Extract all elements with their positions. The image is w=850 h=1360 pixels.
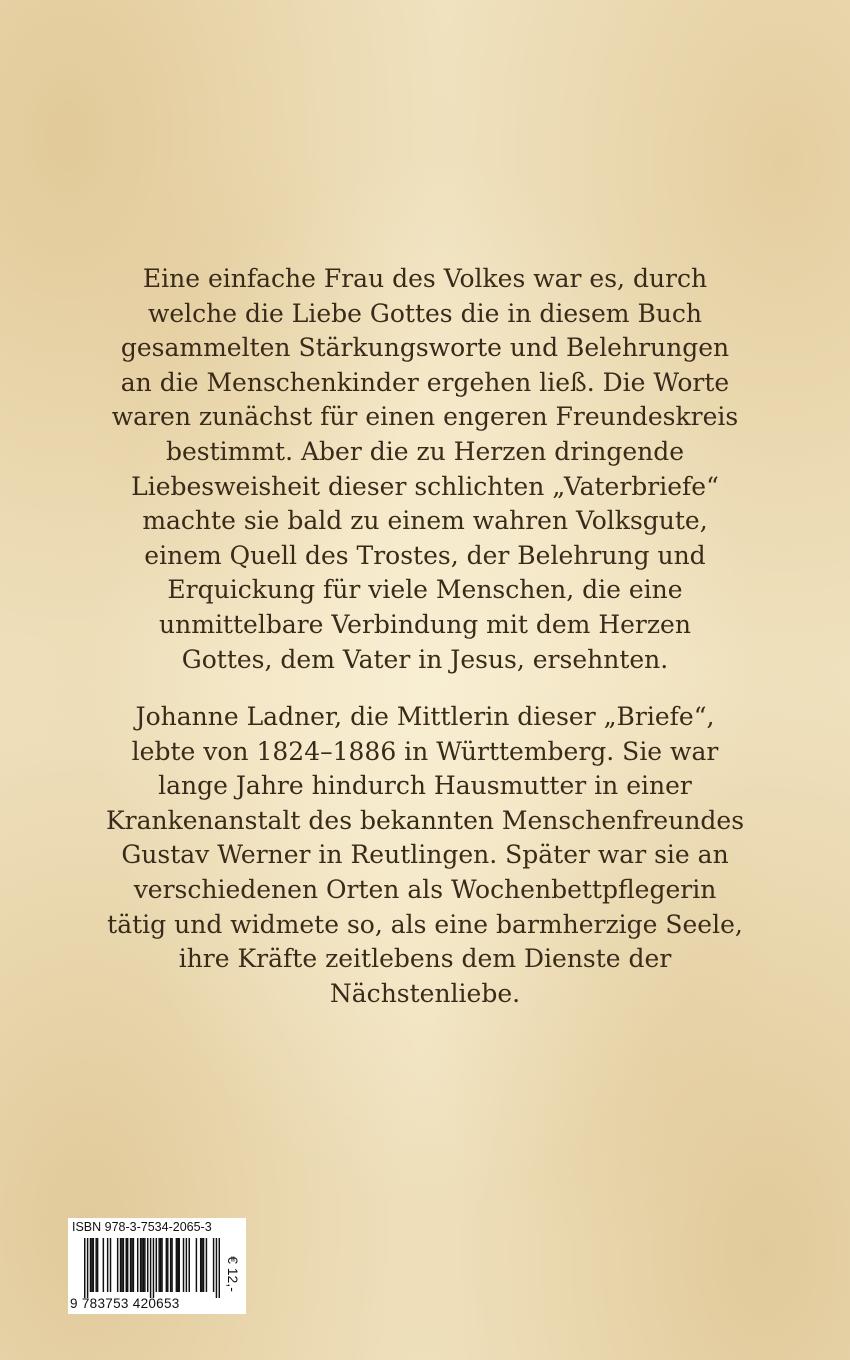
blurb-line: bestimmt. Aber die zu Herzen dringende: [165, 436, 685, 466]
barcode-bar: [91, 1238, 92, 1292]
barcode-bar: [200, 1238, 201, 1292]
barcode-bar: [186, 1238, 187, 1292]
barcode-bar: [160, 1238, 161, 1292]
blurb-line: waren zunächst für einen engeren Freundeskreis: [111, 402, 739, 432]
barcode-bar: [158, 1238, 159, 1292]
blurb-line: Erquickung für viele Menschen, die eine: [167, 575, 683, 605]
barcode-bar: [107, 1238, 108, 1292]
barcode-guard-bar: [219, 1238, 220, 1298]
blurb-line: Johanne Ladner, die Mittlerin dieser „Briefe“,: [135, 702, 715, 731]
barcode-guard-bar: [84, 1238, 85, 1298]
barcode-bar: [189, 1238, 190, 1292]
blurb-line: Nächstenliebe.: [329, 978, 521, 1008]
blurb-line: verschiedenen Orten als Wochenbettpflegerin: [133, 874, 717, 904]
barcode-guard-bar: [87, 1238, 88, 1298]
barcode-bar: [110, 1238, 111, 1292]
barcode-bars: [84, 1238, 220, 1298]
barcode-guard-bar: [216, 1238, 217, 1298]
barcode-bar: [183, 1238, 184, 1292]
barcode-bar: [123, 1238, 124, 1292]
barcode-bar: [120, 1238, 121, 1292]
blurb-line: Gustav Werner in Reutlingen. Später war sie an: [121, 840, 729, 870]
barcode-bar: [97, 1238, 98, 1292]
ean-digits: 9 783753 420653: [70, 1296, 180, 1311]
barcode-bar: [177, 1238, 178, 1292]
blurb-line: Liebesweisheit dieser schlichten „Vaterbriefe“: [131, 471, 719, 501]
barcode-bar: [93, 1238, 94, 1292]
barcode-bar: [213, 1238, 214, 1292]
price-label: € 12,-: [225, 1256, 241, 1292]
blurb-line: lange Jahre hindurch Hausmutter in einer: [158, 771, 692, 801]
barcode-bar: [156, 1238, 157, 1292]
barcode-bar: [147, 1238, 148, 1292]
blurb-line: lebte von 1824–1886 in Württemberg. Sie war: [131, 736, 719, 766]
barcode-bar: [90, 1238, 91, 1292]
blurb-line: an die Menschenkinder ergehen ließ. Die Worte: [120, 367, 730, 397]
barcode-bar: [171, 1238, 172, 1292]
barcode-bar: [167, 1238, 168, 1292]
barcode-bar: [95, 1238, 96, 1292]
barcode-bar: [201, 1238, 202, 1292]
barcode-bar: [137, 1238, 138, 1292]
barcode-bar: [126, 1238, 127, 1292]
barcode-bar: [103, 1238, 104, 1292]
barcode-bar: [133, 1238, 134, 1292]
blurb-paragraph-2: [40, 700, 810, 1011]
barcode-bar: [170, 1238, 171, 1292]
barcode-bar: [196, 1238, 197, 1292]
barcode-bar: [131, 1238, 132, 1292]
barcode-bar: [117, 1238, 118, 1292]
blurb-line: welche die Liebe Gottes die in diesem Buch: [147, 298, 703, 328]
price-label-container: [222, 1244, 244, 1304]
barcode-bar: [178, 1238, 179, 1292]
barcode-bar: [203, 1238, 204, 1292]
barcode-bar: [166, 1238, 167, 1292]
blurb-line: Eine einfache Frau des Volkes war es, durch: [142, 264, 708, 293]
blurb-line: gesammelten Stärkungsworte und Belehrungen: [120, 333, 730, 363]
barcode-bar: [127, 1238, 128, 1292]
blurb-line: tätig und widmete so, als eine barmherzige Seele,: [107, 909, 743, 939]
barcode-bar: [161, 1238, 162, 1292]
barcode-bar: [206, 1238, 207, 1292]
isbn-label: ISBN 978-3-7534-2065-3: [72, 1220, 212, 1234]
barcode-bar: [143, 1238, 144, 1292]
blurb-paragraph-1: [40, 262, 810, 677]
blurb-line: machte sie bald zu einem wahren Volksgute,: [142, 506, 708, 536]
blurb-line: ihre Kräfte zeitlebens dem Dienste der: [178, 944, 672, 974]
barcode-guard-bar: [150, 1238, 151, 1298]
blurb-line: Krankenanstalt des bekannten Menschenfreundes: [105, 805, 745, 835]
barcode-bar: [176, 1238, 177, 1292]
blurb-line: unmittelbare Verbindung mit dem Herzen: [159, 609, 691, 639]
barcode-bar: [121, 1238, 122, 1292]
isbn-barcode: [68, 1218, 246, 1314]
barcode-bar: [144, 1238, 145, 1292]
blurb-line: einem Quell des Trostes, der Belehrung und: [144, 540, 706, 570]
barcode-bar: [130, 1238, 131, 1292]
blurb-line: Gottes, dem Vater in Jesus, ersehnten.: [181, 644, 669, 674]
barcode-bar: [141, 1238, 142, 1292]
barcode-guard-bar: [153, 1238, 154, 1298]
barcode-bar: [140, 1238, 141, 1292]
